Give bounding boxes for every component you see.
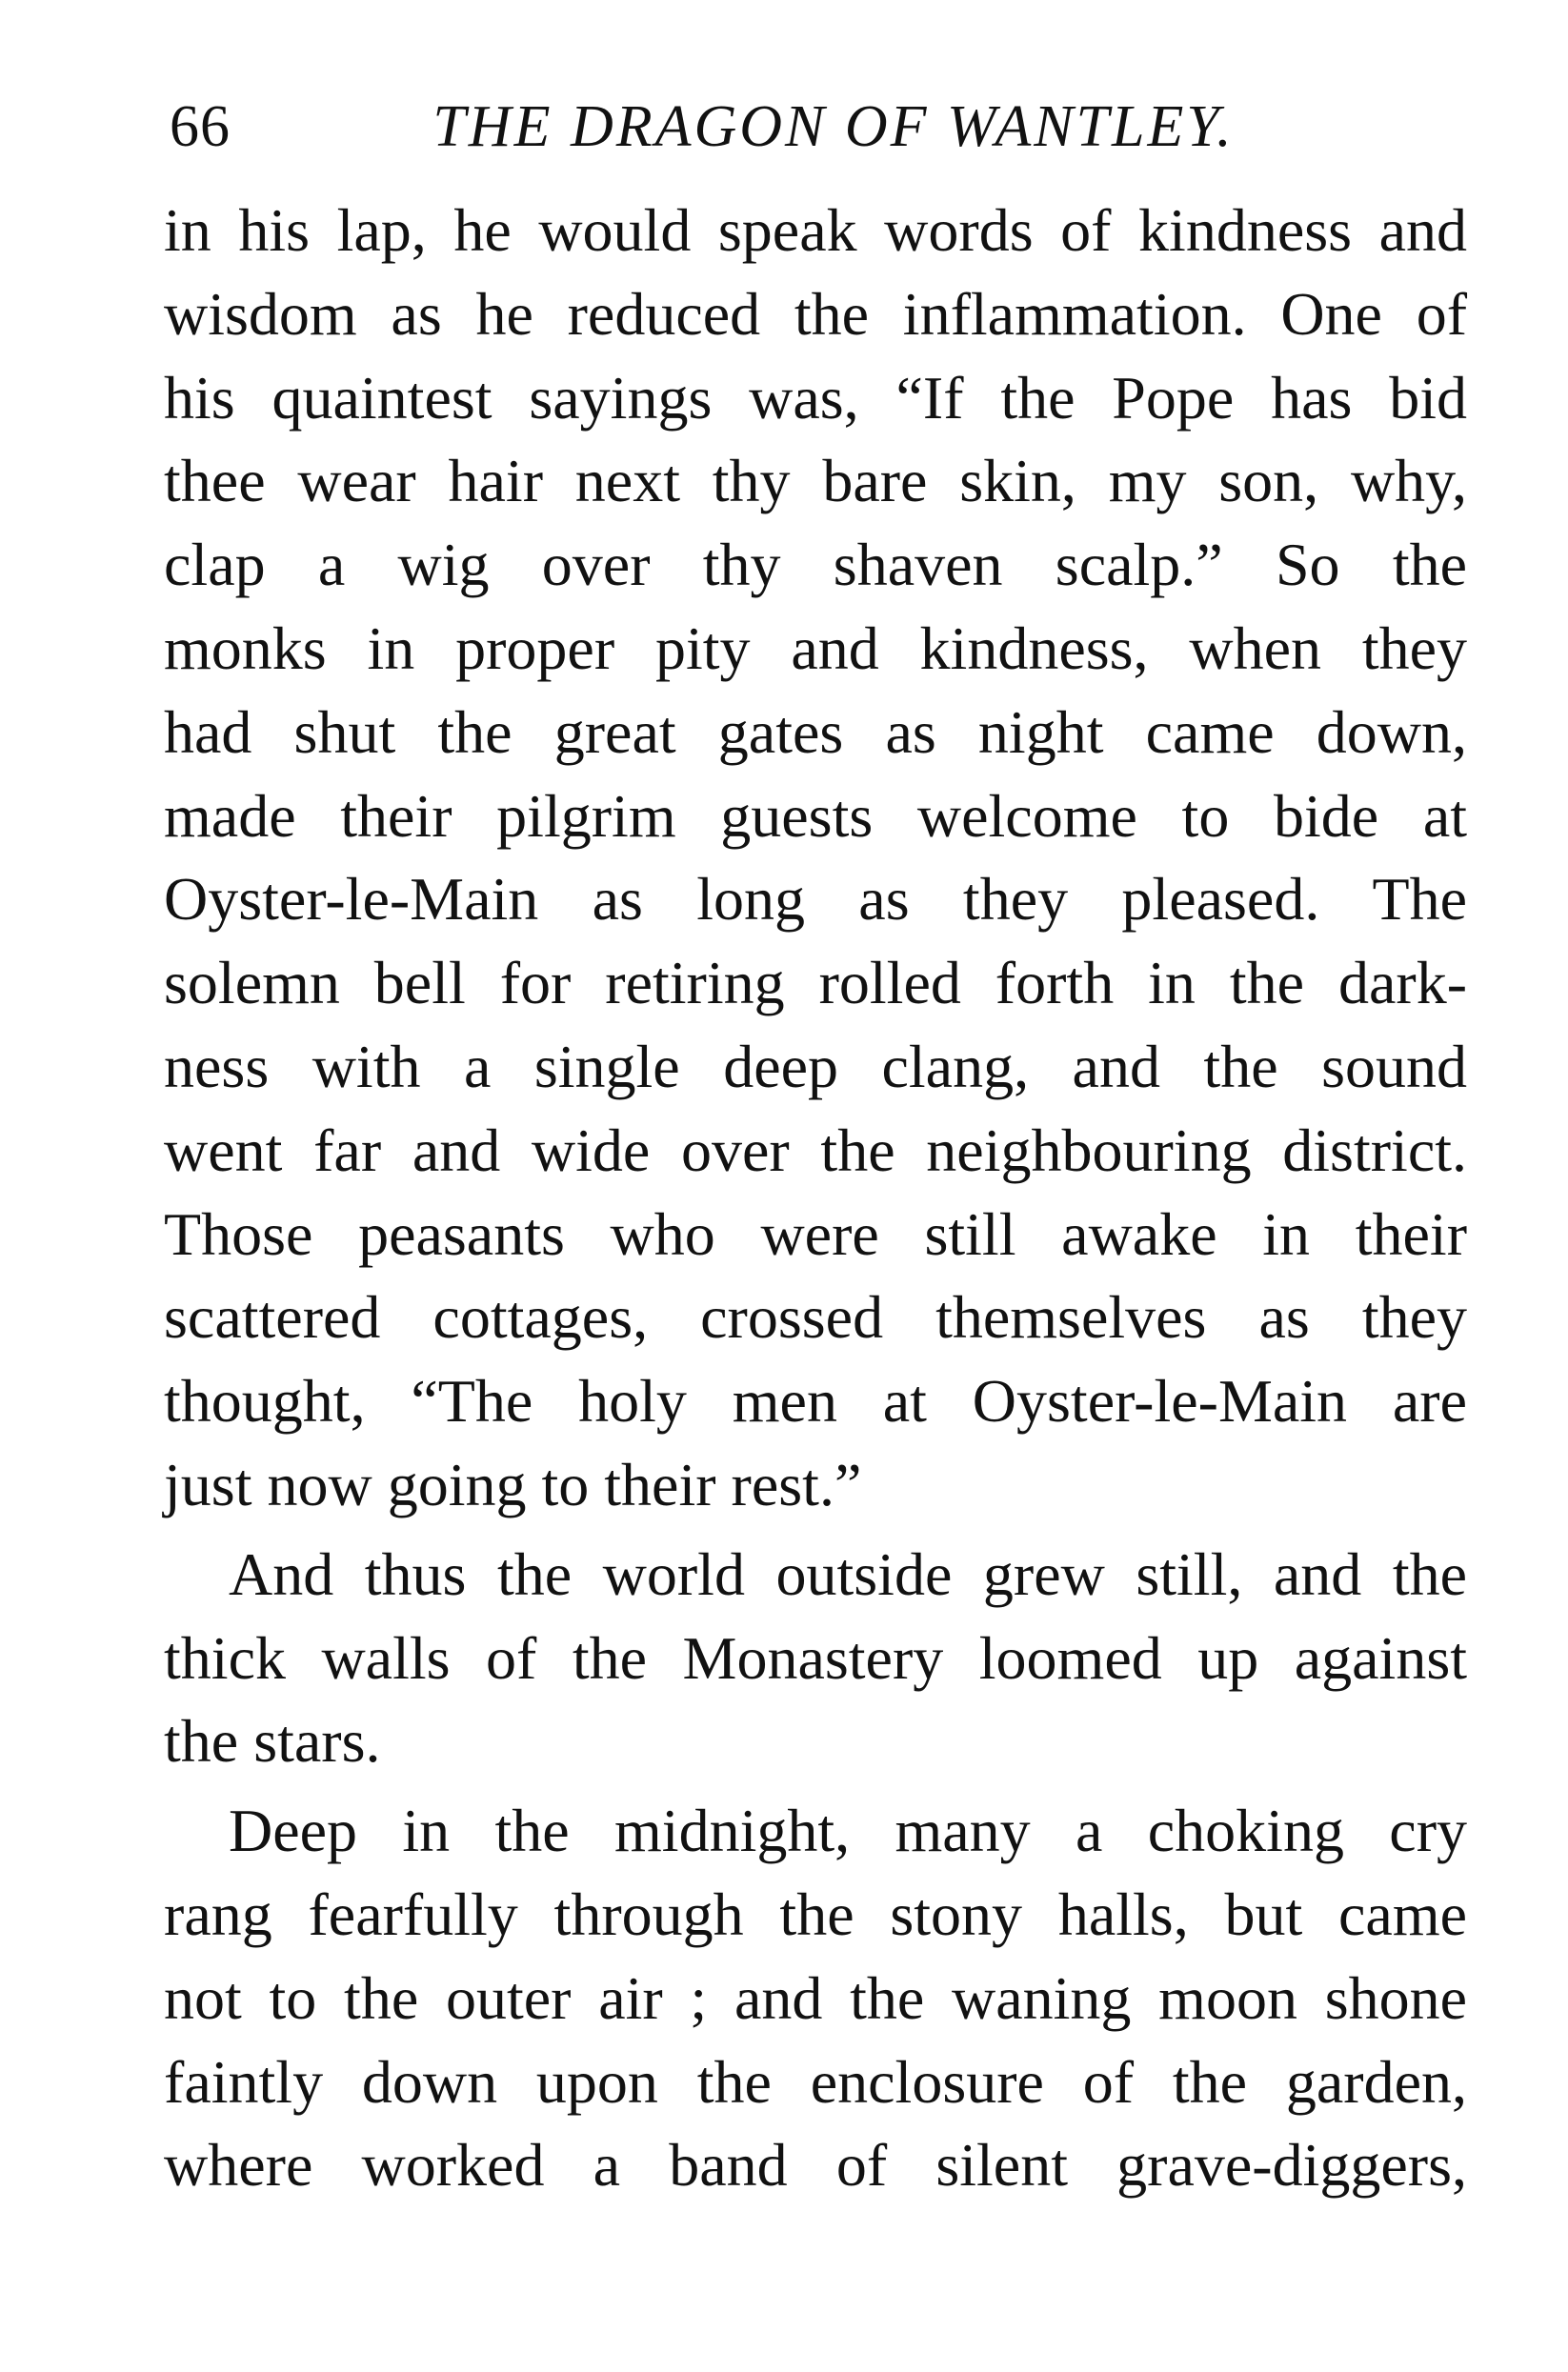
text-line: solemn bell for retiring rolled forth in the dark- bbox=[164, 949, 1467, 1017]
text-line: the stars. bbox=[164, 1707, 381, 1776]
text-line: not to the outer air ; and the waning moon shone bbox=[164, 1963, 1467, 2032]
running-title: THE DRAGON OF WANTLEY. bbox=[432, 94, 1235, 159]
text-line: rang fearfully through the stony halls, but came bbox=[164, 1880, 1467, 1948]
text-line: thick walls of the Monastery loomed up against bbox=[164, 1623, 1467, 1692]
text-line: his quaintest sayings was, “If the Pope has bid bbox=[164, 363, 1467, 432]
text-line: faintly down upon the enclosure of the garden, bbox=[164, 2047, 1467, 2116]
text-line: ness with a single deep clang, and the sound bbox=[164, 1032, 1467, 1100]
text-line: Those peasants who were still awake in their bbox=[164, 1199, 1467, 1268]
page-number: 66 bbox=[170, 94, 231, 159]
text-line: And thus the world outside grew still, and the bbox=[229, 1539, 1467, 1608]
running-head bbox=[162, 84, 1467, 170]
text-line: monks in proper pity and kindness, when they bbox=[164, 613, 1467, 682]
text-line: Deep in the midnight, many a choking cry bbox=[229, 1797, 1467, 1865]
text-line: had shut the great gates as night came down, bbox=[164, 697, 1467, 766]
text-line: just now going to their rest.” bbox=[164, 1450, 862, 1518]
text-line: scattered cottages, crossed themselves as they bbox=[164, 1283, 1467, 1352]
text-line: clap a wig over thy shaven scalp.” So the bbox=[164, 531, 1467, 599]
text-line: thought, “The holy men at Oyster-le-Main are bbox=[164, 1367, 1467, 1436]
body-text bbox=[164, 189, 1467, 2207]
text-line: made their pilgrim guests welcome to bide at bbox=[164, 781, 1467, 850]
text-line: Oyster-le-Main as long as they pleased. The bbox=[164, 865, 1467, 934]
text-line: thee wear hair next thy bare skin, my son, why, bbox=[164, 447, 1467, 515]
text-line: wisdom as he reduced the inflammation. One of bbox=[164, 279, 1467, 348]
text-line: in his lap, he would speak words of kindness and bbox=[164, 196, 1467, 264]
text-line: went far and wide over the neighbouring district. bbox=[164, 1116, 1467, 1184]
text-line: where worked a band of silent grave-diggers, bbox=[164, 2131, 1467, 2200]
